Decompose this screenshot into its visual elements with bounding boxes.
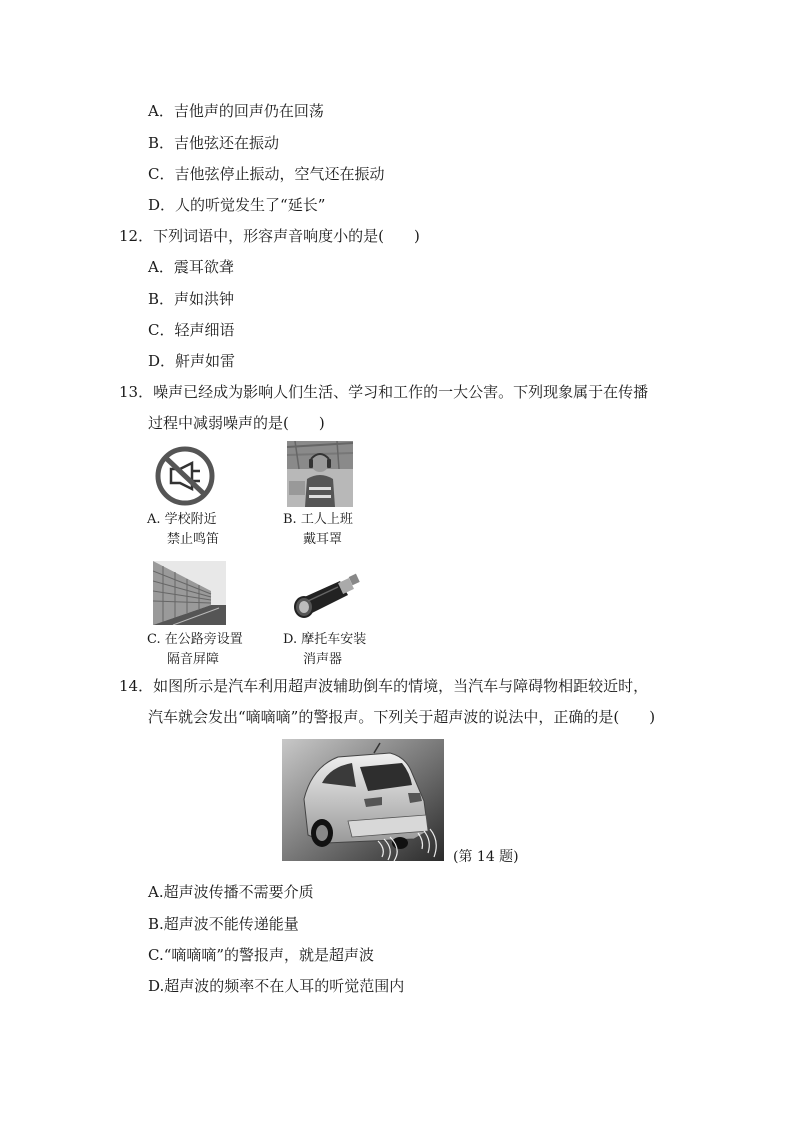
q13-label-d-line1: D. 摩托车安装 [283, 632, 367, 647]
q14-figure-caption: (第 14 题) [453, 849, 519, 865]
q12-option-c: C．轻声细语 [148, 321, 235, 339]
q14-option-a: A.超声波传播不需要介质 [148, 883, 314, 901]
q14-option-b: B.超声波不能传递能量 [148, 915, 299, 933]
q13-label-c-line1: C. 在公路旁设置 [147, 632, 243, 647]
q13-stem-line1: 13．噪声已经成为影响人们生活、学习和工作的一大公害。下列现象属于在传播 [119, 383, 649, 401]
q13-label-d-line2: 消声器 [303, 652, 343, 667]
q13-label-b-line1: B. 工人上班 [283, 512, 353, 527]
worker-earmuffs-photo [287, 441, 353, 507]
q12-option-b: B．声如洪钟 [148, 290, 235, 308]
q13-label-c-line2: 隔音屏障 [167, 652, 220, 667]
q11-option-b: B．吉他弦还在振动 [148, 134, 280, 152]
q13-label-a-line2: 禁止鸣笛 [167, 532, 220, 547]
q14-stem-line2: 汽车就会发出“嘀嘀嘀”的警报声。下列关于超声波的说法中，正确的是( ) [148, 708, 656, 726]
q14-option-c: C.“嘀嘀嘀”的警报声，就是超声波 [148, 946, 375, 964]
noise-barrier-photo [153, 561, 226, 625]
q12-option-d: D．鼾声如雷 [148, 352, 236, 370]
q13-stem-line2: 过程中减弱噪声的是( ) [148, 414, 325, 432]
q14-option-d: D.超声波的频率不在人耳的听觉范围内 [148, 977, 405, 995]
car-ultrasonic-figure [282, 739, 444, 861]
q11-option-a: A．吉他声的回声仍在回荡 [148, 102, 324, 120]
q14-stem-line1: 14．如图所示是汽车利用超声波辅助倒车的情境，当汽车与障碍物相距较近时， [119, 677, 649, 695]
no-horn-sign-icon [154, 445, 216, 507]
q11-option-d: D．人的听觉发生了“延长” [148, 196, 326, 214]
muffler-photo [288, 571, 362, 621]
q13-label-a-line1: A. 学校附近 [147, 512, 217, 527]
q13-label-b-line2: 戴耳罩 [303, 532, 343, 547]
q12-stem: 12．下列词语中，形容声音响度小的是( ) [119, 227, 420, 245]
q11-option-c: C．吉他弦停止振动，空气还在振动 [148, 165, 385, 183]
q12-option-a: A．震耳欲聋 [148, 258, 234, 276]
